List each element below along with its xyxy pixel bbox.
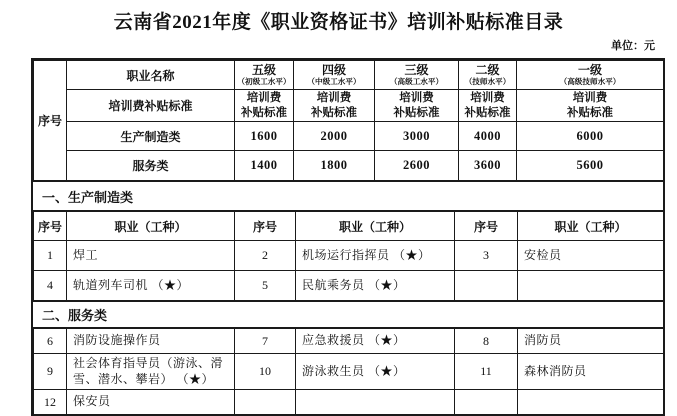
row-number: 8	[455, 329, 518, 354]
table-row	[34, 122, 664, 151]
unit-label: 单位：元	[611, 40, 655, 52]
row-number: 5	[235, 271, 296, 301]
level-name: 五级	[251, 62, 276, 77]
table-row	[34, 271, 664, 301]
col-header-occupation: 职业（工种）	[67, 212, 235, 241]
row-number: 1	[34, 241, 67, 271]
level-name: 三级	[404, 62, 429, 77]
subsidy-value: 4000	[459, 122, 517, 151]
category-label: 生产制造类	[67, 122, 235, 151]
manufacturing-occupations-table	[33, 211, 664, 301]
level-subtitle: （高级技师水平）	[559, 76, 621, 86]
table-row	[34, 390, 664, 415]
row-number: 6	[34, 329, 67, 354]
occupation-name: 民航乘务员 （★）	[296, 271, 455, 301]
table-row	[34, 241, 664, 271]
level-subtitle: （高级工水平）	[389, 76, 444, 86]
row-number: 9	[34, 354, 67, 390]
col-header-occupation: 职业（工种）	[518, 212, 664, 241]
occupation-name: 焊工	[67, 241, 235, 271]
level-subtitle: （初级工水平）	[237, 76, 291, 86]
level-subtitle: （中级工水平）	[307, 76, 361, 86]
occupation-name: 轨道列车司机 （★）	[67, 271, 235, 301]
category-label: 服务类	[67, 151, 235, 181]
table-row	[34, 151, 664, 181]
col-header-level-5	[235, 61, 294, 90]
subsidy-cell-label: 培训费 补贴标准	[375, 90, 459, 122]
services-occupations-table	[33, 328, 664, 415]
subsidy-value: 1400	[235, 151, 294, 181]
col-header-level-1	[517, 61, 664, 90]
col-header-index: 序号	[34, 61, 67, 181]
occupation-name: 游泳救生员 （★）	[296, 354, 455, 390]
subsidy-value: 6000	[517, 122, 664, 151]
section-heading-manufacturing: 一、生产制造类	[33, 181, 663, 211]
occupation-name: 安检员	[518, 241, 664, 271]
subsidy-summary-table	[33, 60, 664, 181]
occupation-name: 消防设施操作员	[67, 329, 235, 354]
subsidy-value: 2600	[375, 151, 459, 181]
col-header-occupation: 职业（工种）	[296, 212, 455, 241]
col-header-level-4	[294, 61, 375, 90]
subsidy-value: 2000	[294, 122, 375, 151]
occupation-name	[518, 390, 664, 415]
col-header-index: 序号	[455, 212, 518, 241]
subsidy-value: 3600	[459, 151, 517, 181]
subsidy-value: 1600	[235, 122, 294, 151]
col-header-index: 序号	[34, 212, 67, 241]
occupation-name: 机场运行指挥员 （★）	[296, 241, 455, 271]
occupation-name: 应急救援员 （★）	[296, 329, 455, 354]
subsidy-cell-label: 培训费 补贴标准	[459, 90, 517, 122]
level-name: 二级	[475, 62, 500, 77]
subsidy-value: 5600	[517, 151, 664, 181]
occupation-name: 森林消防员	[518, 354, 664, 390]
row-number: 10	[235, 354, 296, 390]
occupation-name: 消防员	[518, 329, 664, 354]
col-header-occupation-name: 职业名称	[67, 61, 235, 90]
occupation-name	[296, 390, 455, 415]
subsidy-cell-label: 培训费 补贴标准	[294, 90, 375, 122]
occupation-name	[518, 271, 664, 301]
col-header-level-3	[375, 61, 459, 90]
col-header-index: 序号	[235, 212, 296, 241]
row-number	[455, 271, 518, 301]
row-number	[235, 390, 296, 415]
subsidy-row-label: 培训费补贴标准	[67, 90, 235, 122]
row-number: 4	[34, 271, 67, 301]
subsidy-value: 1800	[294, 151, 375, 181]
subsidy-value: 3000	[375, 122, 459, 151]
page-title: 云南省2021年度《职业资格证书》培训补贴标准目录	[113, 12, 564, 33]
row-number: 11	[455, 354, 518, 390]
row-number	[455, 390, 518, 415]
occupation-name: 社会体育指导员（游泳、滑雪、潜水、攀岩） （★）	[67, 354, 235, 390]
col-header-level-2	[459, 61, 517, 90]
table-row	[34, 329, 664, 354]
level-subtitle: （技师水平）	[464, 76, 511, 86]
subsidy-cell-label: 培训费 补贴标准	[517, 90, 664, 122]
section-heading-services: 二、服务类	[33, 301, 663, 328]
row-number: 3	[455, 241, 518, 271]
table-row	[34, 354, 664, 390]
row-number: 2	[235, 241, 296, 271]
main-table-frame	[31, 58, 665, 416]
level-name: 一级	[577, 62, 602, 77]
subsidy-cell-label: 培训费 补贴标准	[235, 90, 294, 122]
occupation-name: 保安员	[67, 390, 235, 415]
row-number: 7	[235, 329, 296, 354]
level-name: 四级	[321, 62, 346, 77]
row-number: 12	[34, 390, 67, 415]
